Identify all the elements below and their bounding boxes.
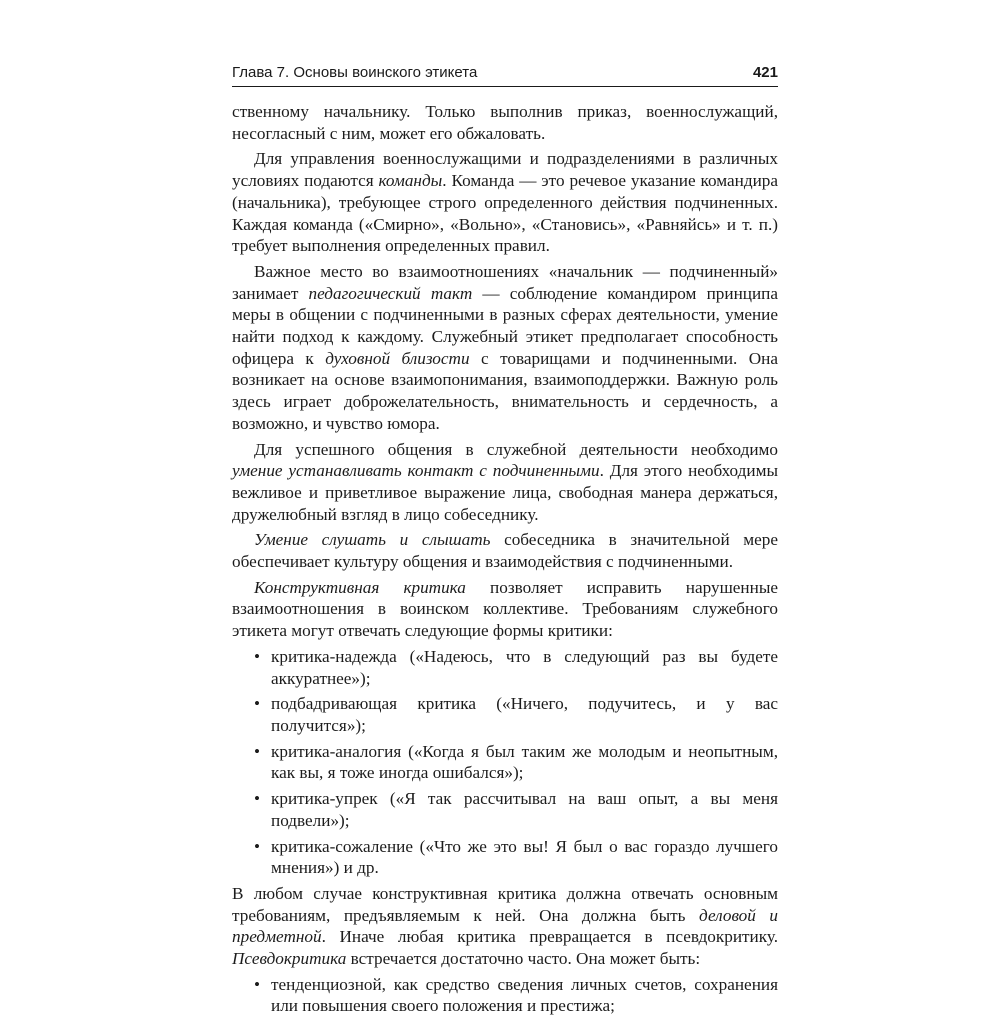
bullet-icon: • xyxy=(254,694,261,714)
running-head xyxy=(232,62,778,84)
page-body xyxy=(232,101,778,1017)
paragraph-commands: Для управления военнослужащими и подразделениями в различных условиях подаются команды. Команда — это речевое указание командира (начальника), требующее строго определенного действия подчиненных. Каждая команда («Смирно», «Вольно», «Становись», «Равняйсь» и т. п.) требует выполнения определенных правил. xyxy=(232,149,778,256)
term-constructive-criticism: Конструктивная критика xyxy=(254,577,466,597)
term-businesslike: деловой и предметной xyxy=(232,905,779,947)
critique-forms-list xyxy=(232,646,778,879)
pseudo-criticism-list xyxy=(232,974,778,1017)
bullet-icon: • xyxy=(254,741,261,761)
page-number: 421 xyxy=(752,64,778,81)
list-item: • подбадривающая критика («Ничего, подучитесь, и у вас получится»); xyxy=(254,694,778,735)
bullet-icon: • xyxy=(254,789,261,809)
term-commands: команды xyxy=(378,171,443,191)
list-item: • критика-сожаление («Что же это вы! Я был о вас гораздо лучшего мнения») и др. xyxy=(254,836,778,878)
term-pseudocriticism: Псевдокритика xyxy=(232,949,347,969)
paragraph-contact: Для успешного общения в служебной деятельности необходимо умение устанавливать контакт с подчиненными. Для этого необходимы вежливое и приветливое выражение лица, свободная манера держаться, дружелюбный взгляд в лицо собеседнику. xyxy=(232,439,779,524)
list-item: • критика-упрек («Я так рассчитывал на ваш опыт, а вы меня подвели»); xyxy=(254,789,778,830)
paragraph-listening: Умение слушать и слышать собеседника в значительной мере обеспечивает культуру общения и взаимодействия с подчиненными. xyxy=(232,530,779,572)
book-page xyxy=(232,62,778,1021)
bullet-icon: • xyxy=(254,836,261,856)
term-contact: умение устанавливать контакт с подчиненными xyxy=(232,461,600,481)
term-spiritual-closeness: духовной близости xyxy=(325,348,470,368)
bullet-icon: • xyxy=(254,974,261,994)
term-pedagogical-tact: педагогический такт xyxy=(308,283,473,303)
term-listening: Умение слушать и слышать xyxy=(254,530,491,550)
paragraph-1: ственному начальнику. Только выполнив приказ, военнослужащий, несогласный с ним, может его обжаловать. xyxy=(232,102,778,143)
chapter-title: Глава 7. Основы воинского этикета xyxy=(232,64,478,81)
paragraph-requirements: В любом случае конструктивная критика должна отвечать основным требованиям, предъявляемым к ней. Она должна быть деловой и предметной. Иначе любая критика превращается в псевдокритику. Псевдокритика встречается достаточно часто. Она может быть: xyxy=(232,883,779,969)
list-item: • критика-надежда («Надеюсь, что в следующий раз вы будете аккуратнее»); xyxy=(254,646,778,688)
list-item: • критика-аналогия («Когда я был таким же молодым и неопытным, как вы, я тоже иногда ошибался»); xyxy=(254,741,778,783)
paragraph-tact: Важное место во взаимоотношениях «начальник — подчиненный» занимает педагогический такт — соблюдение командиром принципа меры в общении с подчиненными в разных сферах деятельности, умение найти подход к каждому. Служебный этикет предполагает способность офицера к духовной близости с товарищами и подчиненными. Она возникает на основе взаимопонимания, взаимоподдержки. Важную роль здесь играет доброжелательность, внимательность и сердечность, а возможно, и чувство юмора. xyxy=(232,261,779,433)
list-item: • тенденциозной, как средство сведения личных счетов, сохранения или повышения своего положения и престижа; xyxy=(254,974,778,1016)
bullet-icon: • xyxy=(254,646,261,666)
header-rule xyxy=(232,86,778,87)
paragraph-criticism: Конструктивная критика позволяет исправить нарушенные взаимоотношения в воинском коллективе. Требованиям служебного этикета могут отвечать следующие формы критики: xyxy=(232,577,779,641)
